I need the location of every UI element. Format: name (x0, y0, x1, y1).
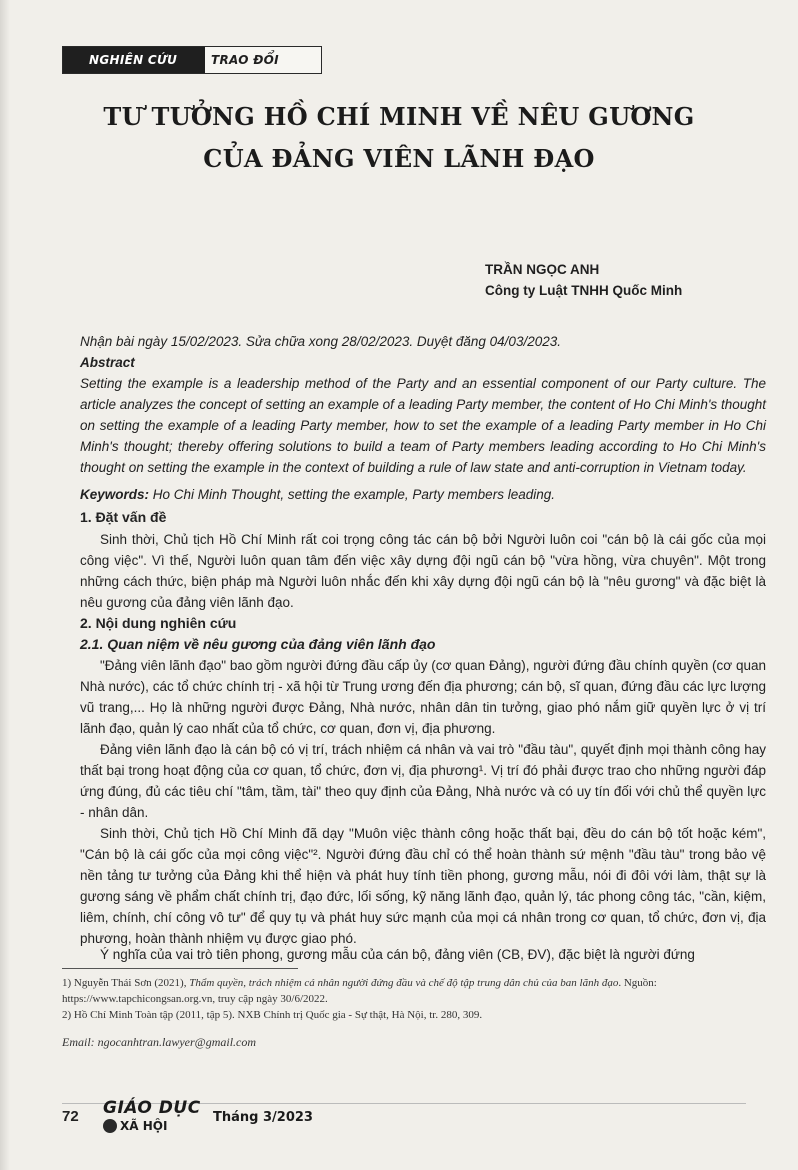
footnote-1-source: . Nguồn: https://www.tapchicongsan.org.vn, truy cập ngày 30/6/2022. (62, 977, 657, 1005)
section-2-paragraph-1 (80, 655, 766, 739)
author-affiliation: Công ty Luật TNHH Quốc Minh (485, 283, 683, 298)
footnote-2: 2) Hồ Chí Minh Toàn tập (2011, tập 5). NXB Chính trị Quốc gia - Sự thật, Hà Nội, tr. 280, 309. (62, 1009, 483, 1021)
footnote-1-title: Thẩm quyền, trách nhiệm cá nhân người đứng đầu và chế độ tập trung dân chủ của ban lãnh đạo (189, 977, 619, 989)
footnote-1-prefix: 1) Nguyễn Thái Sơn (2021), (62, 977, 190, 989)
footnote-1 (62, 975, 762, 1007)
paragraph: Ý nghĩa của vai trò tiên phong, gương mẫu của cán bộ, đảng viên (CB, ĐV), đặc biệt là người đứng (100, 947, 695, 962)
abstract-text: Setting the example is a leadership method of the Party and an essential component of our Party culture. The article analyzes the concept of setting an example of a leading Party member, the content of Ho Chi Minh's thought on setting the example of a leading Party member, how to set the example of a leading Party member in Ho Chi Minh's thought; thereby offering solutions to build a team of Party members leading according to Ho Chi Minh's thought on setting the example in the context of building a rule of law state and anti-corruption in Vietnam today. (80, 376, 766, 475)
keywords-line (80, 484, 766, 505)
section-header-band (62, 46, 322, 74)
author-name: TRẦN NGỌC ANH (485, 262, 600, 277)
section-2-paragraph-2 (80, 739, 766, 823)
article-title-line-1: TƯ TƯỞNG HỒ CHÍ MINH VỀ NÊU GƯƠNG (103, 102, 695, 131)
received-dates: Nhận bài ngày 15/02/2023. Sửa chữa xong 28/02/2023. Duyệt đăng 04/03/2023. (80, 334, 561, 349)
section-2-heading: 2. Nội dung nghiên cứu (80, 615, 237, 631)
section-2-1-heading: 2.1. Quan niệm về nêu gương của đảng viên lãnh đạo (80, 636, 436, 652)
keywords-text: Ho Chi Minh Thought, setting the example, Party members leading. (149, 487, 555, 502)
section-2-paragraph-3 (80, 823, 766, 949)
logo-subtitle: XÃ HỘI (120, 1119, 168, 1133)
page-number: 72 (62, 1108, 79, 1125)
page-edge-shadow (0, 0, 10, 1170)
section-label-research: NGHIÊN CỨU (63, 47, 205, 73)
abstract-heading: Abstract (80, 355, 135, 370)
paragraph: Đảng viên lãnh đạo là cán bộ có vị trí, trách nhiệm cá nhân và vai trò "đầu tàu", quyết định mọi thành công hay thất bại trong hoạt động của cơ quan, tổ chức, đơn vị, địa phương¹. Vị trí đó phải được trao cho những người đáp ứng đúng, đủ các tiêu chí "tâm, tầm, tài" theo quy định của Đảng, Nhà nước và có uy tín đối với chủ thể quyền lực - nhân dân. (80, 742, 766, 820)
section-1-paragraph (80, 529, 766, 613)
journal-logo (103, 1098, 213, 1142)
logo-title: GIÁO DỤC (103, 1098, 201, 1118)
footnote-divider (62, 968, 298, 969)
section-2-paragraph-4 (80, 944, 766, 965)
globe-icon (103, 1119, 117, 1133)
issue-date: Tháng 3/2023 (213, 1110, 313, 1125)
paragraph: "Đảng viên lãnh đạo" bao gồm người đứng đầu cấp ủy (cơ quan Đảng), người đứng đầu chính quyền (cơ quan Nhà nước), các tổ chức chính trị - xã hội từ Trung ương đến địa phương; cán bộ, sĩ quan, đứng đầu các lực lượng vũ trang,... Họ là những người được Đảng, Nhà nước, nhân dân tin tưởng, giao phó nắm giữ quyền lực ở vị trí lãnh đạo, quản lý cao nhất của tổ chức, cơ quan, đơn vị, địa phương. (80, 658, 766, 736)
section-label-discussion: TRAO ĐỔI (211, 53, 279, 67)
footnotes (62, 975, 762, 1023)
article-title-line-2: CỦA ĐẢNG VIÊN LÃNH ĐẠO (203, 144, 595, 173)
section-1-heading: 1. Đặt vấn đề (80, 509, 167, 525)
author-email: Email: ngocanhtran.lawyer@gmail.com (62, 1035, 257, 1049)
keywords-label: Keywords: (80, 487, 150, 502)
paragraph: Sinh thời, Chủ tịch Hồ Chí Minh đã dạy "Muôn việc thành công hoặc thất bại, đều do cán bộ tốt hoặc kém", "Cán bộ là cái gốc của mọi công việc"². Người đứng đầu chỉ có thể hoàn thành sứ mệnh "đầu tàu" trong bảo vệ nền tảng tư tưởng của Đảng khi thể hiện và phát huy tính tiền phong, gương mẫu, nói đi đôi với làm, thật sự là gương sáng về phẩm chất chính trị, đạo đức, lối sống, kỹ năng lãnh đạo, quản lý, tác phong công tác, "cần, kiệm, liêm, chính, chí công vô tư" để quy tụ và phát huy sức mạnh của mọi cá nhân trong cơ quan, tổ chức, đơn vị, địa phương, hoàn thành nhiệm vụ được giao phó. (80, 826, 766, 946)
logo-subtitle-row (103, 1119, 213, 1133)
paragraph: Sinh thời, Chủ tịch Hồ Chí Minh rất coi trọng công tác cán bộ bởi Người luôn coi "cán bộ là cái gốc của mọi công việc". Vì thế, Người luôn quan tâm đến việc xây dựng đội ngũ cán bộ "vừa hồng, vừa chuyên". Một trong những cách thức, biện pháp mà Người luôn nhắc đến khi xây dựng đội ngũ cán bộ là "nêu gương" và đặc biệt là nêu gương của đảng viên lãnh đạo. (80, 532, 766, 610)
